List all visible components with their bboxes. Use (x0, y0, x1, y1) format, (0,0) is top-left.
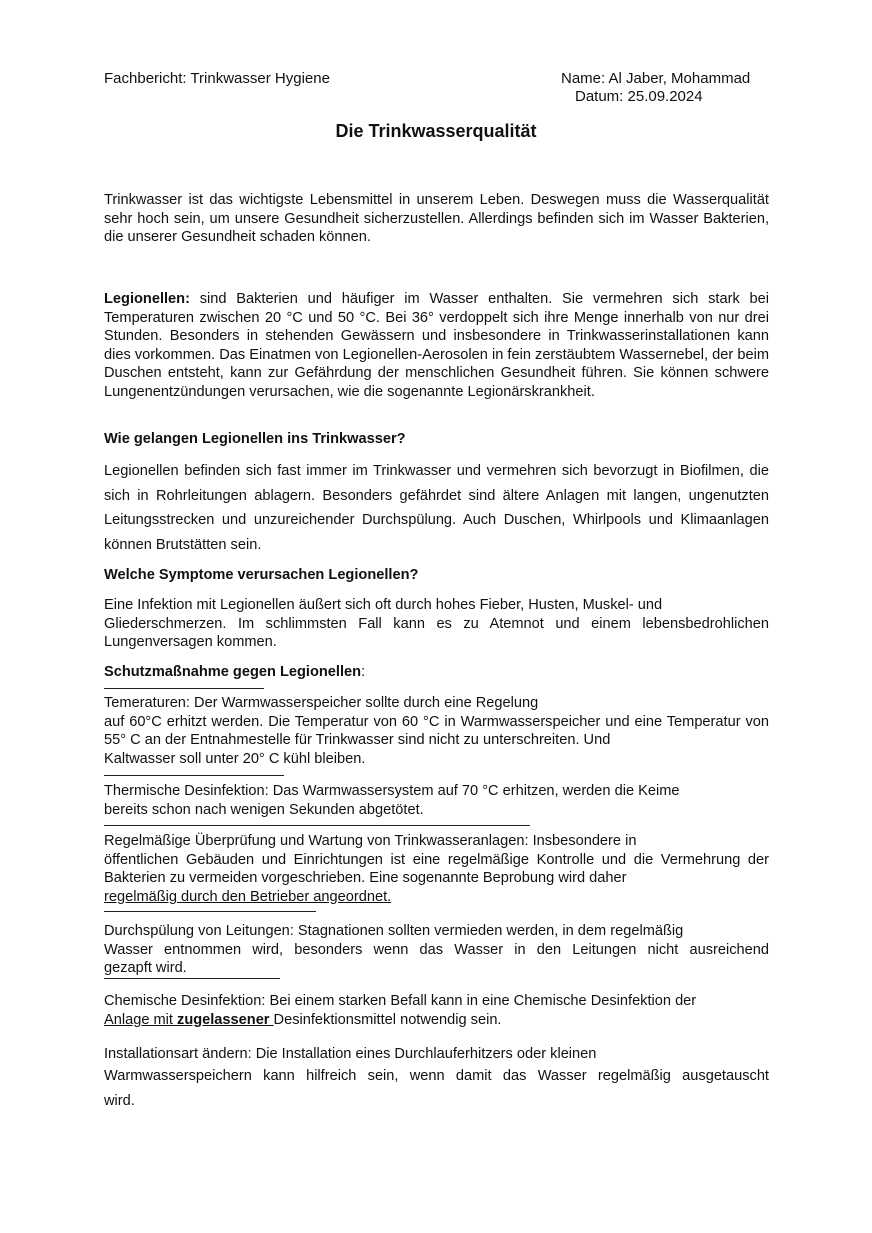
item-line: bereits schon nach wenigen Sekunden abgetötet. (104, 801, 424, 818)
intro-paragraph: Trinkwasser ist das wichtigste Lebensmittel in unserem Leben. Deswegen muss die Wasserqualität sehr hoch sein, um unsere Gesundheit sicherzustellen. Allerdings befinden sich im Wasser Bakterien, die unserer Gesundheit schaden können. (104, 192, 769, 246)
item-text-underlined: Anlage mit (104, 1011, 178, 1028)
divider (104, 688, 264, 689)
item-text-bold: zugelassener (177, 1011, 274, 1028)
report-date: Datum: 25.09.2024 (575, 88, 703, 105)
item-line: Installationsart ändern: Die Installation eines Durchlauferhitzers oder kleinen (104, 1046, 597, 1062)
item-line (104, 1011, 769, 1030)
legionellen-text: sind Bakterien und häufiger im Wasser enthalten. Sie vermehren sich stark bei Temperaturen zwischen 20 °C und 50 °C. Bei 36° verdoppelt sich ihre Menge innerhalb von nur drei Stunden. Besonders in stehenden Gewässern und insbesondere in Trinkwasserinstallationen kann dies vorkommen. Das Einatmen von Legionellen-Aerosolen in fein zerstäubtem Wassernebel, der beim Duschen entsteht, kann zur Gefährdung der menschlichen Gesundheit führen. Sie können schwere Lungenentzündungen verursachen, wie die sogenannte Legionärskrankheit. (104, 291, 769, 400)
protection-item-flushing (104, 922, 769, 978)
legionellen-paragraph (104, 290, 769, 402)
item-line: Wasser entnommen wird, besonders wenn das Wasser in den Leitungen nicht ausreichend (104, 941, 769, 958)
protection-item-installation (104, 1043, 769, 1112)
item-line: Kaltwasser soll unter 20° C kühl bleiben. (104, 750, 366, 767)
item-text: auf 60°C erhitzt werden. Die Temperatur von 60 °C in Warmwasserspeicher und eine Temperatur von 55° C an der Entnahmestelle für Trinkwasser sind nicht zu unterschreiten. Und (104, 713, 769, 749)
legionellen-label: Legionellen: (104, 291, 190, 307)
protection-item-thermal-disinfection (104, 782, 769, 819)
symptoms-rest: Gliederschmerzen. Im schlimmsten Fall kann es zu Atemnot und einem lebensbedrohlichen Lungenversagen kommen. (104, 615, 769, 651)
heading-how: Wie gelangen Legionellen ins Trinkwasser? (104, 431, 406, 447)
item-line: Temeraturen: Der Warmwasserspeicher sollte durch eine Regelung (104, 695, 539, 711)
item-line: Chemische Desinfektion: Bei einem starken Befall kann in eine Chemische Desinfektion der (104, 993, 697, 1009)
item-line: wird. (104, 1093, 135, 1109)
item-line: gezapft wird. (104, 960, 187, 977)
divider (104, 911, 316, 912)
item-line: Regelmäßige Überprüfung und Wartung von Trinkwasseranlagen: Insbesondere in (104, 833, 637, 849)
divider (104, 825, 530, 826)
how-paragraph: Legionellen befinden sich fast immer im Trinkwasser und vermehren sich bevorzugt in Biofilmen, die sich in Rohrleitungen ablagern. Besonders gefährdet sind ältere Anlagen mit langen, ungenutzten Leitungsstrecken und unzureichender Durchspülung. Auch Duschen, Whirlpools und Klimaanlagen können Brutstätten sein. (104, 463, 769, 553)
page-title: Die Trinkwasserqualität (335, 121, 537, 141)
author-name: Name: Al Jaber, Mohammad (561, 70, 751, 87)
heading-protection-text: Schutzmaßnahme gegen Legionellen (104, 664, 362, 680)
heading-protection (104, 663, 365, 681)
item-text: Desinfektionsmittel notwendig sein. (273, 1011, 502, 1028)
report-subject: Fachbericht: Trinkwasser Hygiene (104, 70, 330, 87)
symptoms-paragraph (104, 596, 769, 652)
item-line: Durchspülung von Leitungen: Stagnationen sollten vermieden werden, in dem regelmäßig (104, 923, 684, 939)
heading-symptoms: Welche Symptome verursachen Legionellen? (104, 567, 419, 583)
protection-item-inspection (104, 832, 769, 906)
divider (104, 978, 280, 979)
item-line: Warmwasserspeichern kann hilfreich sein, wenn damit das Wasser regelmäßig ausgetauscht (104, 1068, 769, 1084)
item-line: regelmäßig durch den Betrieber angeordnet. (104, 888, 392, 905)
heading-protection-colon: : (361, 664, 366, 680)
protection-item-chemical-disinfection (104, 992, 769, 1029)
divider (104, 775, 284, 776)
item-text: öffentlichen Gebäuden und Einrichtungen ist eine regelmäßige Kontrolle und die Vermehrung der Bakterien zu vermeiden vorgeschrieben. Eine sogenannte Beprobung wird daher (104, 851, 769, 887)
protection-item-temperatures (104, 694, 769, 768)
symptoms-line-1: Eine Infektion mit Legionellen äußert sich oft durch hohes Fieber, Husten, Muskel- und (104, 597, 663, 613)
item-line: Thermische Desinfektion: Das Warmwassersystem auf 70 °C erhitzen, werden die Keime (104, 783, 680, 799)
